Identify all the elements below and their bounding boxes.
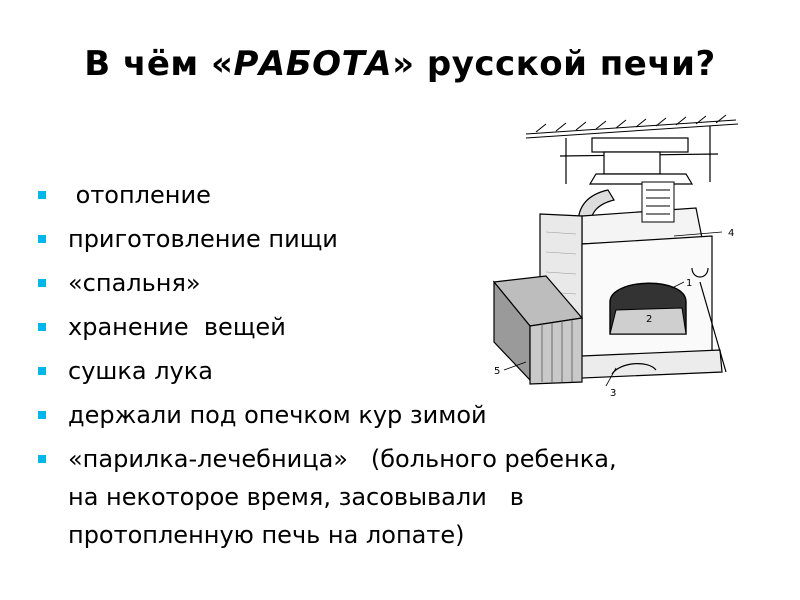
bullet-item-cooking	[38, 224, 788, 254]
stove-label-4: 4	[728, 228, 735, 239]
stove-label-3: 3	[610, 388, 617, 396]
bullet-marker-icon	[38, 279, 46, 287]
bullet-text: отопление	[68, 181, 211, 209]
ceiling-hatching	[526, 115, 738, 138]
bullet-text: «спальня»	[68, 269, 201, 297]
bullet-text: сушка лука	[68, 357, 213, 385]
bullet-marker-icon	[38, 411, 46, 419]
bullet-item-drying-onions	[38, 356, 788, 386]
bullet-text: приготовление пищи	[68, 225, 338, 253]
bullet-item-storage	[38, 312, 788, 342]
bullet-marker-icon	[38, 191, 46, 199]
bullet-item-healing-steam	[38, 440, 788, 554]
title-prefix: В чём «	[84, 44, 234, 84]
bullet-text: хранение вещей	[68, 313, 286, 341]
title-emphasis: РАБОТА	[233, 44, 393, 84]
title-suffix: » русской печи?	[392, 44, 716, 84]
bullet-marker-icon	[38, 323, 46, 331]
bullet-text: держали под опечком кур зимой	[68, 401, 487, 429]
stove-label-1: 1	[686, 278, 693, 289]
bullet-text: «парилка-лечебница» (больного ребенка, на некоторое время, засовывали в протопленную печь на лопате)	[68, 445, 617, 549]
bullet-item-bedroom	[38, 268, 788, 298]
slide-title	[0, 44, 800, 84]
bullet-list	[38, 180, 788, 568]
stove-label-2: 2	[646, 314, 653, 325]
bullet-marker-icon	[38, 235, 46, 243]
stove-label-5: 5	[494, 366, 501, 377]
bullet-item-heating	[38, 180, 788, 210]
bullet-item-keeping-hens	[38, 400, 788, 430]
chimney-top	[590, 138, 692, 184]
bullet-marker-icon	[38, 455, 46, 463]
bullet-marker-icon	[38, 367, 46, 375]
